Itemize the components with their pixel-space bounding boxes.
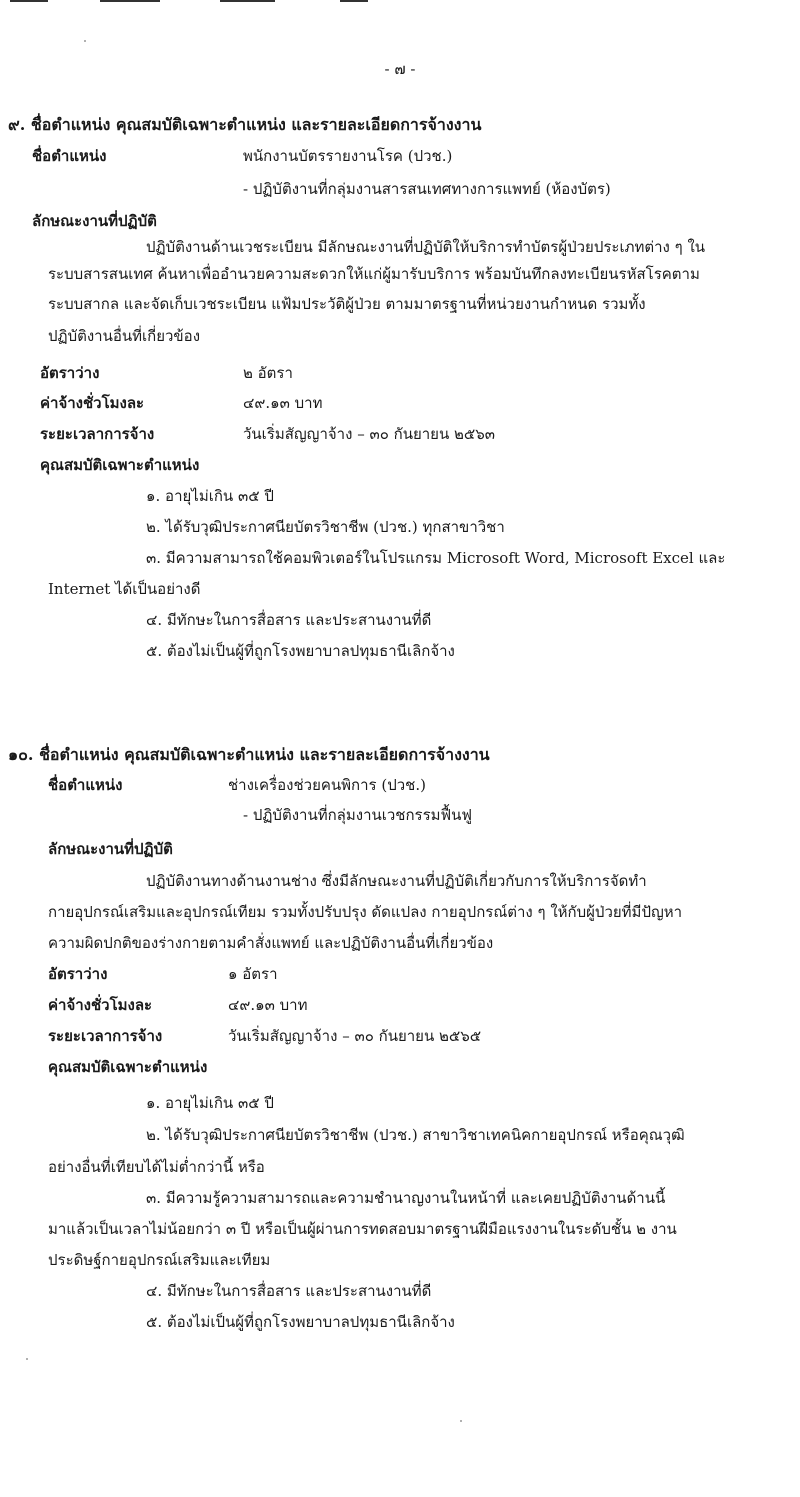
qualification-item: ๔. มีทักษะในการสื่อสาร และประสานงานที่ดี (146, 1282, 432, 1300)
position-label: ชื่อตำแหน่ง (48, 776, 123, 794)
duty-label: ลักษณะงานที่ปฏิบัติ (32, 212, 157, 230)
qualification-item: ๑. อายุไม่เกิน ๓๕ ปี (146, 1094, 274, 1112)
qualification-item: ๕. ต้องไม่เป็นผู้ที่ถูกโรงพยาบาลปทุมธานีเลิกจ้าง (146, 642, 455, 660)
scan-artifact (10, 0, 48, 2)
qualification-item: ประดิษฐ์กายอุปกรณ์เสริมและเทียม (48, 1251, 271, 1269)
section-heading: ๙. ชื่อตำแหน่ง คุณสมบัติเฉพาะตำแหน่ง และรายละเอียดการจ้างงาน (8, 115, 482, 134)
qualification-item: มาแล้วเป็นเวลาไม่น้อยกว่า ๓ ปี หรือเป็นผู้ผ่านการทดสอบมาตรฐานฝีมือแรงงานในระดับชั้น ๒ งาน (48, 1220, 677, 1238)
section-heading: ๑๐. ชื่อตำแหน่ง คุณสมบัติเฉพาะตำแหน่ง และรายละเอียดการจ้างงาน (8, 745, 490, 764)
qualification-item: ๓. มีความรู้ความสามารถและความชำนาญงานในหน้าที่ และเคยปฏิบัติงานด้านนี้ (146, 1189, 666, 1207)
wage-value: ๔๙.๑๓ บาท (243, 394, 323, 412)
qualification-item: Internet ได้เป็นอย่างดี (48, 580, 201, 598)
duty-line: ระบบสากล และจัดเก็บเวชระเบียน แฟ้มประวัติผู้ป่วย ตามมาตรฐานที่หน่วยงานกำหนด รวมทั้ง (48, 295, 646, 313)
period-label: ระยะเวลาการจ้าง (48, 1027, 163, 1045)
wage-value: ๔๙.๑๓ บาท (228, 996, 308, 1014)
vacancy-label: อัตราว่าง (48, 965, 108, 983)
vacancy-value: ๑ อัตรา (228, 965, 278, 983)
wage-label: ค่าจ้างชั่วโมงละ (40, 394, 145, 412)
wage-label: ค่าจ้างชั่วโมงละ (48, 996, 153, 1014)
vacancy-label: อัตราว่าง (40, 364, 100, 382)
qualification-item: ๒. ได้รับวุฒิประกาศนียบัตรวิชาชีพ (ปวช.) สาขาวิชาเทคนิคกายอุปกรณ์ หรือคุณวุฒิ (146, 1126, 685, 1144)
scan-artifact (220, 0, 275, 2)
duty-line: ปฏิบัติงานอื่นที่เกี่ยวข้อง (48, 327, 201, 345)
duty-line: ความผิดปกติของร่างกายตามคำสั่งแพทย์ และปฏิบัติงานอื่นที่เกี่ยวข้อง (48, 934, 494, 952)
position-sub: - ปฏิบัติงานที่กลุ่มงานเวชกรรมฟื้นฟู (243, 806, 473, 824)
duty-line: ปฏิบัติงานด้านเวชระเบียน มีลักษณะงานที่ปฏิบัติให้บริการทำบัตรผู้ป่วยประเภทต่าง ๆ ใน (146, 238, 706, 256)
period-label: ระยะเวลาการจ้าง (40, 425, 155, 443)
qualification-item: ๕. ต้องไม่เป็นผู้ที่ถูกโรงพยาบาลปทุมธานีเลิกจ้าง (146, 1313, 455, 1331)
scan-speck (26, 1358, 28, 1360)
position-sub: - ปฏิบัติงานที่กลุ่มงานสารสนเทศทางการแพทย์ (ห้องบัตร) (243, 180, 611, 198)
duty-line: กายอุปกรณ์เสริมและอุปกรณ์เทียม รวมทั้งปรับปรุง ดัดแปลง กายอุปกรณ์ต่าง ๆ ให้กับผู้ป่วยที่มีปัญหา (48, 903, 683, 921)
scan-artifact (340, 0, 368, 2)
qualification-item: อย่างอื่นที่เทียบได้ไม่ต่ำกว่านี้ หรือ (48, 1158, 265, 1176)
scan-speck (84, 40, 86, 42)
qualification-label: คุณสมบัติเฉพาะตำแหน่ง (40, 456, 200, 474)
period-value: วันเริ่มสัญญาจ้าง – ๓๐ กันยายน ๒๕๖๓ (243, 425, 496, 443)
duty-label: ลักษณะงานที่ปฏิบัติ (48, 840, 173, 858)
qualification-label: คุณสมบัติเฉพาะตำแหน่ง (48, 1058, 208, 1076)
page-number: - ๗ - (384, 60, 416, 78)
qualification-item: ๓. มีความสามารถใช้คอมพิวเตอร์ในโปรแกรม Microsoft Word, Microsoft Excel และ (146, 549, 726, 567)
qualification-item: ๔. มีทักษะในการสื่อสาร และประสานงานที่ดี (146, 611, 432, 629)
qualification-item: ๒. ได้รับวุฒิประกาศนียบัตรวิชาชีพ (ปวช.) ทุกสาขาวิชา (146, 518, 505, 536)
period-value: วันเริ่มสัญญาจ้าง – ๓๐ กันยายน ๒๕๖๕ (228, 1027, 482, 1045)
scan-artifact (100, 0, 160, 2)
scan-speck (460, 1420, 462, 1422)
position-label: ชื่อตำแหน่ง (32, 147, 107, 165)
qualification-item: ๑. อายุไม่เกิน ๓๕ ปี (146, 487, 274, 505)
duty-line: ปฏิบัติงานทางด้านงานช่าง ซึ่งมีลักษณะงานที่ปฏิบัติเกี่ยวกับการให้บริการจัดทำ (146, 872, 647, 890)
duty-line: ระบบสารสนเทศ ค้นหาเพื่ออำนวยความสะดวกให้แก่ผู้มารับบริการ พร้อมบันทึกลงทะเบียนรหัสโรคตาม (48, 265, 700, 283)
position-value: ช่างเครื่องช่วยคนพิการ (ปวช.) (228, 776, 426, 794)
position-value: พนักงานบัตรรายงานโรค (ปวช.) (243, 147, 453, 165)
vacancy-value: ๒ อัตรา (243, 364, 293, 382)
